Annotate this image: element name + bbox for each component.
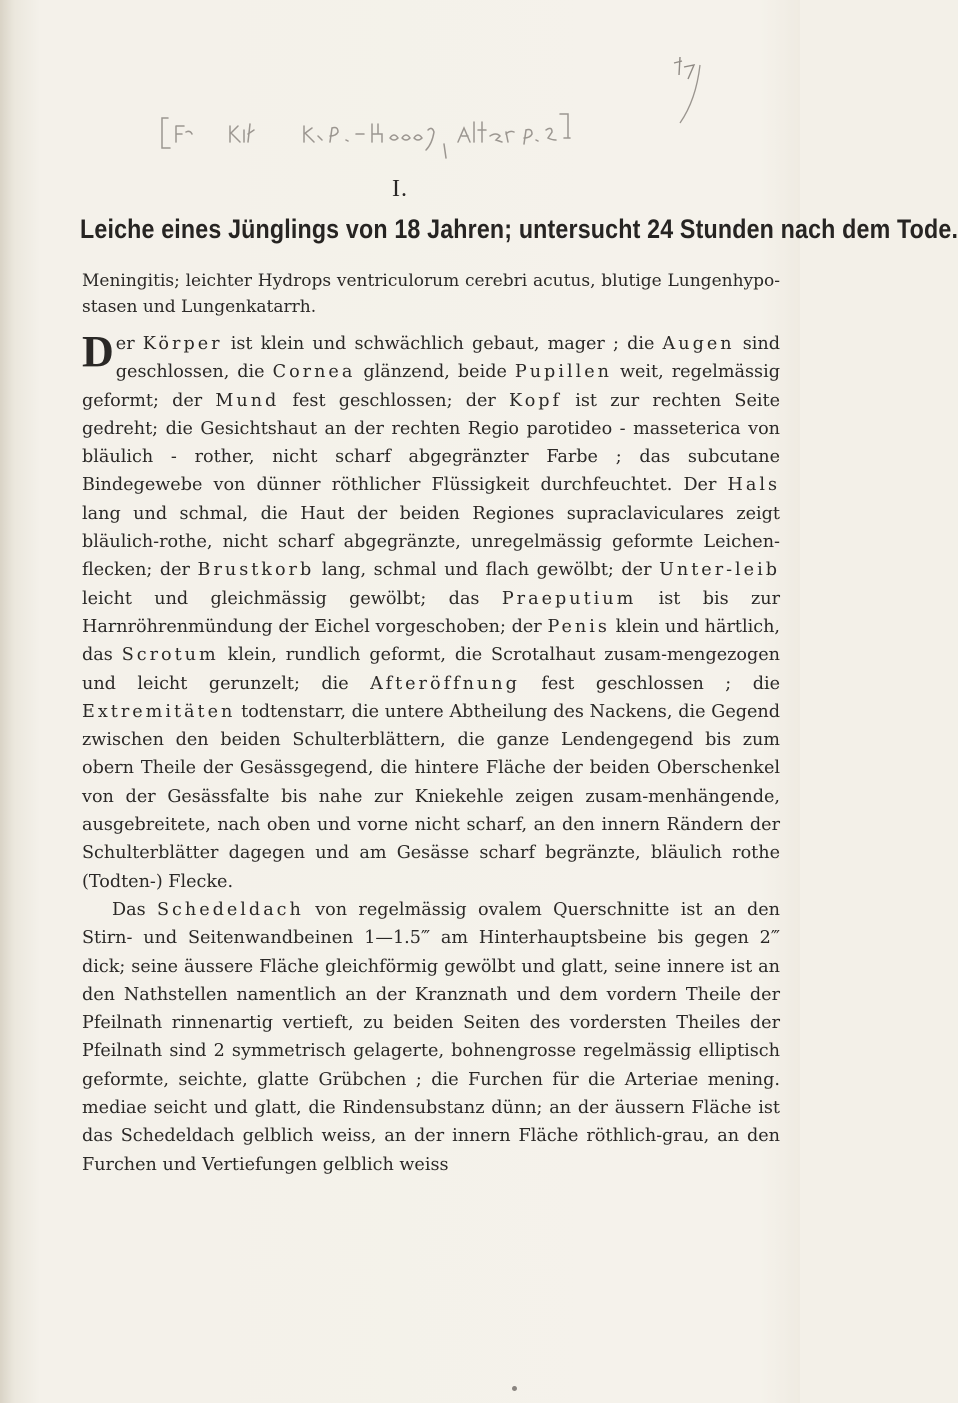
keyword: Mund (215, 390, 280, 411)
section-number: I. (392, 176, 408, 202)
keyword: Scrotum (121, 645, 219, 666)
diagnosis-summary: Meningitis; leichter Hydrops ventriculorum cerebri acutus, blutige Lungenhypo-stasen und Lungenkatarrh. (82, 271, 780, 317)
keyword: Pupillen (514, 362, 612, 383)
keyword: Augen (662, 334, 735, 354)
keyword: Hals (727, 475, 780, 496)
keyword: Extremitäten (82, 701, 236, 722)
keyword: Kopf (509, 390, 563, 411)
paragraph-skull-cap: Das Schedeldach von regelmässig ovalem Querschnitte ist an den Stirn- und Seitenwandbeinen 1—1.5‴ am Hinterhauptsbeine bis gegen 2‴ dick; seine äussere Fläche gleichförmig gewölbt und glatt, seine innere ist an den Nathstellen namentlich an der Kranznath und dem vordern Theile der Pfeilnath rinnenartig vertieft, zu beiden Seiten des vordersten Theiles der Pfeilnath sind 2 symmetrisch gelagerte, bohnengrosse regelmässig elliptisch geformte, seichte, glatte Grübchen ; die Furchen für die Arteriae mening. mediae seicht und glatt, die Rindensubstanz dünn; an der äussern Fläche ist das Schedeldach gelblich weiss, an der innern Fläche röthlich-grau, an den Furchen und Vertiefungen gelblich weiss (82, 899, 781, 1175)
keyword: Körper (142, 334, 223, 354)
body-text (82, 327, 781, 1179)
keyword: Penis (547, 616, 610, 637)
keyword: Cornea (272, 362, 356, 383)
drop-cap: D (82, 327, 114, 376)
keyword: Unter-leib (659, 560, 780, 581)
keyword: Schedeldach (156, 899, 304, 920)
paragraph-external-examination: Der Körper ist klein und schwächlich gebaut, mager ; die Augen sind geschlossen, die Cornea glänzend, beide Pupillen weit, regelmässig geformt; der Mund fest geschlossen; der Kopf ist zur rechten Seite gedreht; die Gesichtshaut an der rechten Regio parotideo - masseterica von bläulich - rother, nicht scharf abgegränzter Farbe ; das subcutane Bindegewebe von dünner röthlicher Flüssigkeit durchfeuchtet. Der Hals lang und schmal, die Haut der beiden Regiones supraclaviculares zeigt bläulich-rothe, nicht scharf abgegränzte, unregelmässig geformte Leichen-flecken; der Brustkorb lang, schmal und flach gewölbt; der Unter-leib leicht und gleichmässig gewölbt; das Praeputium ist bis zur Harnröhrenmündung der Eichel vorgeschoben; der Penis klein und härtlich, das Scrotum klein, rundlich geformt, die Scrotalhaut zusam-mengezogen und leicht gerunzelt; die Afteröffnung fest geschlossen ; die Extremitäten todtenstarr, die untere Abtheilung des Nackens, die Gegend zwischen den beiden Schulterblättern, die ganze Lendengegend bis zum obern Theile der Gesässgegend, die hintere Fläche der beiden Oberschenkel von der Gesässfalte bis nahe zur Kniekehle zeigen zusam-menhängende, ausgebreitete, nach oben und vorne nicht scharf, an den innern Rändern der Schulterblätter dagegen und am Gesässe scharf begränzte, bläulich rothe (Todten-) Flecke. (82, 327, 780, 892)
handwritten-note-scribble (150, 100, 730, 160)
handwritten-pencil-note (150, 100, 730, 160)
keyword: Afteröffnung (370, 673, 520, 694)
keyword: Brustkorb (197, 560, 315, 581)
paper-speck (512, 1386, 517, 1391)
section-title: Leiche eines Jünglings von 18 Jahren; untersucht 24 Stunden nach dem Tode. (80, 214, 958, 244)
keyword: Praeputium (501, 588, 637, 609)
